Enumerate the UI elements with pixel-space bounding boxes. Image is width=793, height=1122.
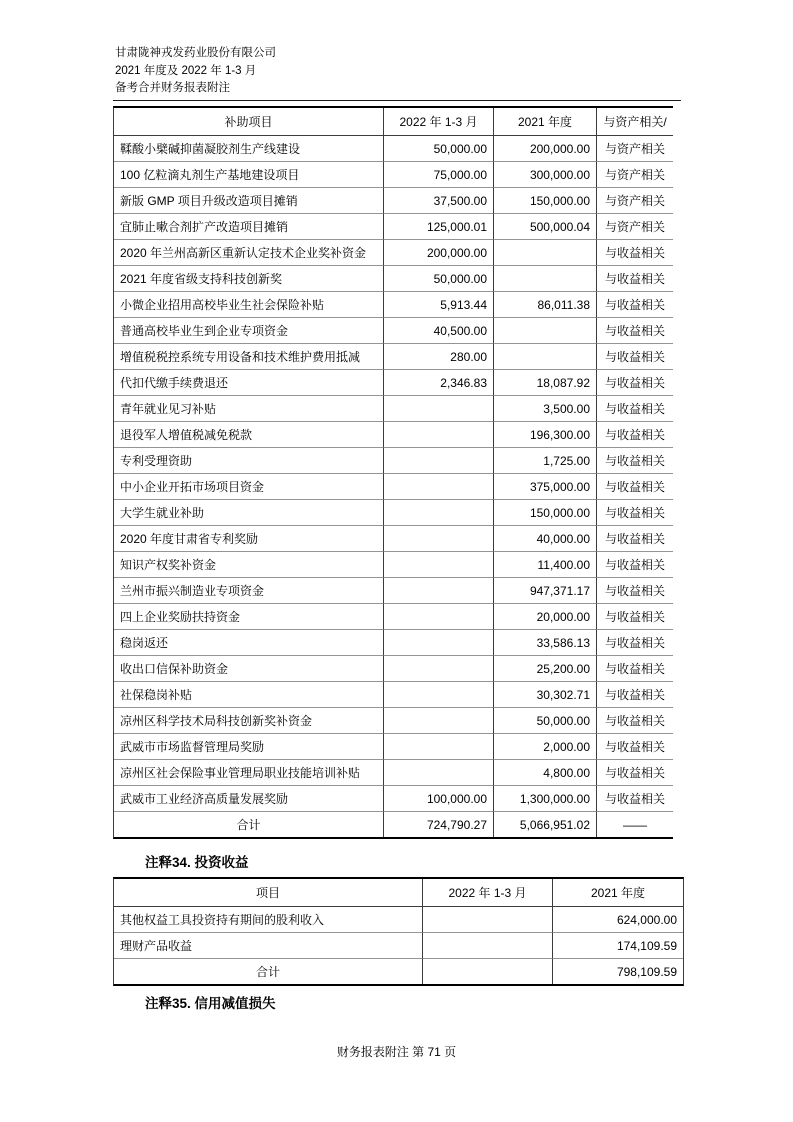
table-row xyxy=(114,474,673,500)
column-header: 补助项目 xyxy=(114,108,384,136)
table-row xyxy=(114,396,673,422)
table-row xyxy=(114,578,673,604)
table-cell: 30,302.71 xyxy=(494,682,597,708)
table-cell: 174,109.59 xyxy=(553,933,683,959)
table-cell: 其他权益工具投资持有期间的股利收入 xyxy=(114,907,423,933)
table-row xyxy=(114,604,673,630)
table-cell xyxy=(384,448,494,474)
table-cell: 40,500.00 xyxy=(384,318,494,344)
table-cell: 50,000.00 xyxy=(494,708,597,734)
total-value xyxy=(423,959,553,984)
subsidy-table-header-row xyxy=(114,108,673,136)
table-cell xyxy=(494,318,597,344)
table-row xyxy=(114,526,673,552)
table-row xyxy=(114,422,673,448)
table-row xyxy=(114,734,673,760)
table-row xyxy=(114,448,673,474)
company-name: 甘肃陇神戎发药业股份有限公司 xyxy=(115,47,276,59)
table-row xyxy=(114,370,673,396)
table-cell: 33,586.13 xyxy=(494,630,597,656)
table-row xyxy=(114,907,683,933)
table-cell: 新版 GMP 项目升级改造项目摊销 xyxy=(114,188,384,214)
table-cell: 与收益相关 xyxy=(597,500,673,526)
table-cell xyxy=(384,682,494,708)
table-cell: 5,913.44 xyxy=(384,292,494,318)
table-row xyxy=(114,214,673,240)
table-cell: 2,346.83 xyxy=(384,370,494,396)
table-row xyxy=(114,786,673,812)
table-cell: 凉州区科学技术局科技创新奖补资金 xyxy=(114,708,384,734)
table-row xyxy=(114,292,673,318)
table-cell: 624,000.00 xyxy=(553,907,683,933)
table-cell: 专利受理资助 xyxy=(114,448,384,474)
table-cell xyxy=(384,526,494,552)
table-row xyxy=(114,708,673,734)
table-cell xyxy=(384,708,494,734)
table-cell: 理财产品收益 xyxy=(114,933,423,959)
table-cell: 中小企业开拓市场项目资金 xyxy=(114,474,384,500)
table-cell: 与收益相关 xyxy=(597,266,673,292)
table-cell: 2,000.00 xyxy=(494,734,597,760)
table-cell: 武威市工业经济高质量发展奖励 xyxy=(114,786,384,812)
table-cell: 大学生就业补助 xyxy=(114,500,384,526)
table-cell: 增值税税控系统专用设备和技术维护费用抵减 xyxy=(114,344,384,370)
investment-total-row xyxy=(114,959,683,984)
table-row xyxy=(114,760,673,786)
table-cell: 4,800.00 xyxy=(494,760,597,786)
table-cell: 与资产相关 xyxy=(597,162,673,188)
table-cell: 3,500.00 xyxy=(494,396,597,422)
table-cell: 鞣酸小檗碱抑菌凝胶剂生产线建设 xyxy=(114,136,384,162)
table-cell: 与收益相关 xyxy=(597,344,673,370)
table-cell: 500,000.04 xyxy=(494,214,597,240)
table-cell: 1,725.00 xyxy=(494,448,597,474)
page-footer: 财务报表附注 第 71 页 xyxy=(336,1045,457,1059)
table-cell: 375,000.00 xyxy=(494,474,597,500)
column-header: 2021 年度 xyxy=(494,108,597,136)
table-row xyxy=(114,933,683,959)
table-cell: 37,500.00 xyxy=(384,188,494,214)
table-cell: 50,000.00 xyxy=(384,136,494,162)
table-cell: 150,000.00 xyxy=(494,188,597,214)
section-heading-note-34: 注释34. 投资收益 xyxy=(145,855,249,870)
table-row xyxy=(114,162,673,188)
table-cell: 代扣代缴手续费退还 xyxy=(114,370,384,396)
table-cell: 300,000.00 xyxy=(494,162,597,188)
table-cell: 与收益相关 xyxy=(597,786,673,812)
total-value: 5,066,951.02 xyxy=(494,812,597,837)
table-cell xyxy=(384,760,494,786)
table-cell: 200,000.00 xyxy=(494,136,597,162)
table-cell xyxy=(384,474,494,500)
table-cell: 125,000.01 xyxy=(384,214,494,240)
table-cell: 小微企业招用高校毕业生社会保险补贴 xyxy=(114,292,384,318)
table-cell xyxy=(384,630,494,656)
table-cell: 40,000.00 xyxy=(494,526,597,552)
table-cell: 退役军人增值税减免税款 xyxy=(114,422,384,448)
table-cell xyxy=(384,578,494,604)
table-cell: 与收益相关 xyxy=(597,708,673,734)
table-cell: 20,000.00 xyxy=(494,604,597,630)
table-cell: 11,400.00 xyxy=(494,552,597,578)
table-row xyxy=(114,682,673,708)
table-cell: 与收益相关 xyxy=(597,370,673,396)
table-cell: 宜肺止嗽合剂扩产改造项目摊销 xyxy=(114,214,384,240)
table-row xyxy=(114,136,673,162)
table-cell xyxy=(423,933,553,959)
table-cell: 与收益相关 xyxy=(597,578,673,604)
table-cell: 50,000.00 xyxy=(384,266,494,292)
table-cell xyxy=(384,552,494,578)
column-header: 2021 年度 xyxy=(553,879,683,907)
table-row xyxy=(114,266,673,292)
table-cell: 与收益相关 xyxy=(597,526,673,552)
table-cell xyxy=(384,656,494,682)
investment-table-header-row xyxy=(114,879,683,907)
table-cell: 100,000.00 xyxy=(384,786,494,812)
table-cell: 75,000.00 xyxy=(384,162,494,188)
table-cell xyxy=(384,422,494,448)
table-cell xyxy=(494,266,597,292)
column-header: 与资产相关/ xyxy=(597,108,673,136)
total-value: 724,790.27 xyxy=(384,812,494,837)
table-cell: 与资产相关 xyxy=(597,188,673,214)
report-period: 2021 年度及 2022 年 1-3 月 xyxy=(115,64,257,77)
table-cell: 知识产权奖补资金 xyxy=(114,552,384,578)
table-cell: 与收益相关 xyxy=(597,656,673,682)
total-label: 合计 xyxy=(114,812,384,837)
table-cell: 与收益相关 xyxy=(597,448,673,474)
table-cell xyxy=(384,396,494,422)
table-cell: 稳岗返还 xyxy=(114,630,384,656)
investment-table-body xyxy=(114,907,683,959)
table-cell: 150,000.00 xyxy=(494,500,597,526)
report-title: 备考合并财务报表附注 xyxy=(115,82,230,94)
table-cell: 收出口信保补助资金 xyxy=(114,656,384,682)
table-cell: 与收益相关 xyxy=(597,552,673,578)
table-cell: 2020 年兰州高新区重新认定技术企业奖补资金 xyxy=(114,240,384,266)
table-cell: 兰州市振兴制造业专项资金 xyxy=(114,578,384,604)
subsidy-table-body xyxy=(114,136,673,812)
table-cell: 100 亿粒滴丸剂生产基地建设项目 xyxy=(114,162,384,188)
table-row xyxy=(114,240,673,266)
table-cell: 280.00 xyxy=(384,344,494,370)
table-cell xyxy=(494,240,597,266)
table-cell: 普通高校毕业生到企业专项资金 xyxy=(114,318,384,344)
total-value: —— xyxy=(623,817,647,832)
table-row xyxy=(114,500,673,526)
table-row xyxy=(114,552,673,578)
doc-header xyxy=(115,45,276,98)
table-row xyxy=(114,630,673,656)
table-cell: 凉州区社会保险事业管理局职业技能培训补贴 xyxy=(114,760,384,786)
header-rule xyxy=(113,100,681,101)
section-heading-note-35: 注释35. 信用减值损失 xyxy=(145,996,276,1011)
table-cell: 与收益相关 xyxy=(597,240,673,266)
table-cell: 四上企业奖励扶持资金 xyxy=(114,604,384,630)
table-cell: 与收益相关 xyxy=(597,318,673,344)
table-cell: 25,200.00 xyxy=(494,656,597,682)
table-cell: 与收益相关 xyxy=(597,422,673,448)
table-cell xyxy=(494,344,597,370)
table-cell: 与收益相关 xyxy=(597,604,673,630)
table-cell: 86,011.38 xyxy=(494,292,597,318)
table-cell: 与收益相关 xyxy=(597,734,673,760)
table-cell: 2020 年度甘肃省专利奖励 xyxy=(114,526,384,552)
table-cell xyxy=(384,500,494,526)
table-cell: 与收益相关 xyxy=(597,630,673,656)
table-cell xyxy=(384,604,494,630)
table-cell: 18,087.92 xyxy=(494,370,597,396)
table-cell: 青年就业见习补贴 xyxy=(114,396,384,422)
table-cell: 社保稳岗补贴 xyxy=(114,682,384,708)
table-cell: 与收益相关 xyxy=(597,682,673,708)
column-header: 2022 年 1-3 月 xyxy=(423,879,553,907)
table-cell: 与收益相关 xyxy=(597,396,673,422)
table-cell: 与收益相关 xyxy=(597,474,673,500)
table-cell: 与资产相关 xyxy=(597,136,673,162)
investment-table xyxy=(113,877,684,986)
table-row xyxy=(114,656,673,682)
table-cell: 947,371.17 xyxy=(494,578,597,604)
table-cell: 196,300.00 xyxy=(494,422,597,448)
table-cell: 2021 年度省级支持科技创新奖 xyxy=(114,266,384,292)
total-label: 合计 xyxy=(114,959,423,984)
table-cell: 武威市市场监督管理局奖励 xyxy=(114,734,384,760)
column-header: 2022 年 1-3 月 xyxy=(384,108,494,136)
table-cell: 200,000.00 xyxy=(384,240,494,266)
subsidy-table xyxy=(113,106,673,839)
column-header: 项目 xyxy=(114,879,423,907)
table-cell: 1,300,000.00 xyxy=(494,786,597,812)
table-row xyxy=(114,188,673,214)
table-cell: 与资产相关 xyxy=(597,214,673,240)
table-cell xyxy=(423,907,553,933)
table-cell: 与收益相关 xyxy=(597,292,673,318)
subsidy-total-row xyxy=(114,812,673,837)
table-row xyxy=(114,344,673,370)
table-cell: 与收益相关 xyxy=(597,760,673,786)
total-value: 798,109.59 xyxy=(616,964,677,979)
table-row xyxy=(114,318,673,344)
table-cell xyxy=(384,734,494,760)
